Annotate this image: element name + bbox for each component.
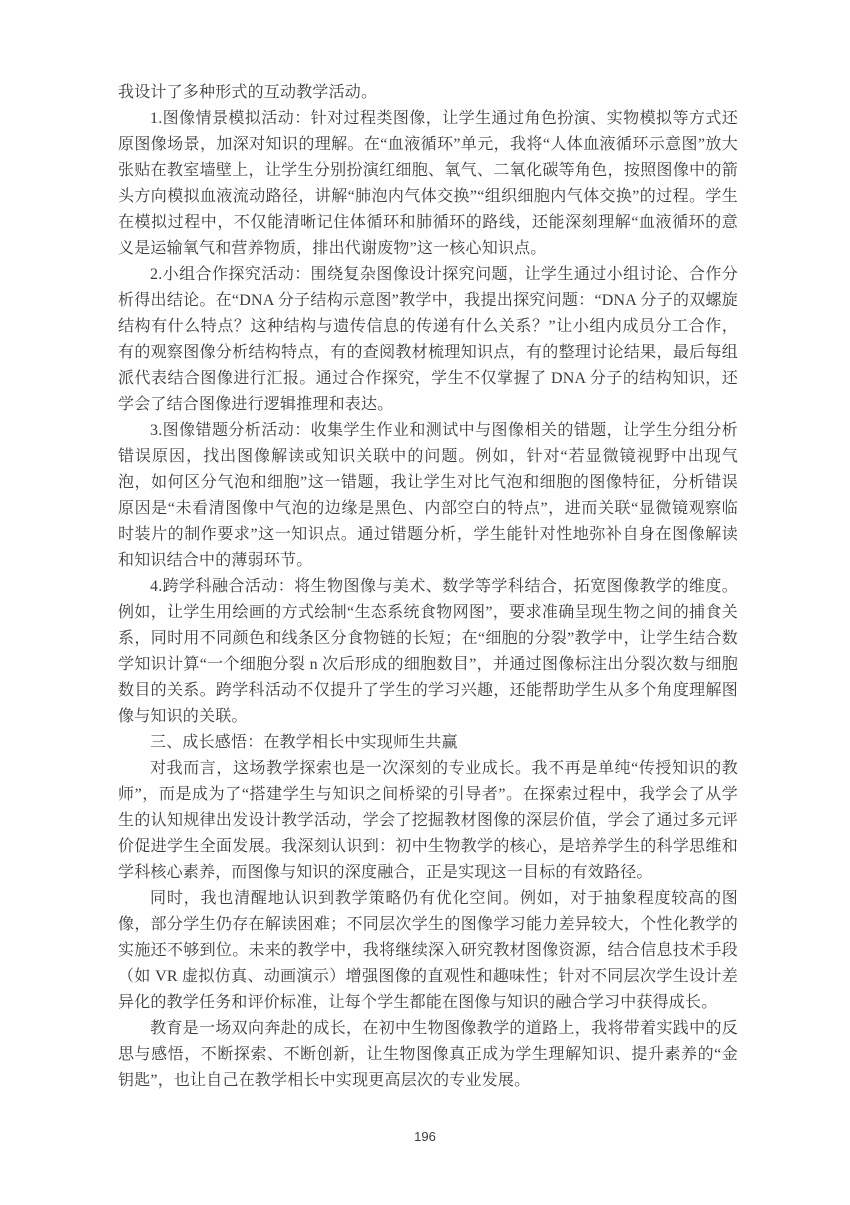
paragraph-activity-3: 3.图像错题分析活动：收集学生作业和测试中与图像相关的错题，让学生分组分析错误原因，找出图像解读或知识关联中的问题。例如，针对“若显微镜视野中出现气泡，如何区分气泡和细胞”这一错题，我让学生对比气泡和细胞的图像特征，分析错误原因是“未看清图像中气泡的边缘是黑色、内部空白的特点”，进而关联“显微镜观察临时装片的制作要求”这一知识点。通过错题分析，学生能针对性地弥补自身在图像解读和知识结合中的薄弱环节。 [118,422,738,569]
paragraph-reflection-1: 对我而言，这场教学探索也是一次深刻的专业成长。我不再是单纯“传授知识的教师”，而是成为了“搭建学生与知识之间桥梁的引导者”。在探索过程中，我学会了从学生的认知规律出发设计教学活动，学会了挖掘教材图像的深层价值，学会了通过多元评价促进学生全面发展。我深刻认识到：初中生物教学的核心，是培养学生的科学思维和学科核心素养，而图像与知识的深度融合，正是实现这一目标的有效路径。 [118,760,738,881]
document-body [118,80,738,1094]
paragraph-activity-2: 2.小组合作探究活动：围绕复杂图像设计探究问题，让学生通过小组讨论、合作分析得出结论。在“DNA 分子结构示意图”教学中，我提出探究问题：“DNA 分子的双螺旋结构有什么特点？这种结构与遗传信息的传递有什么关系？”让小组内成员分工合作，有的观察图像分析结构特点，有的查阅教材梳理知识点，有的整理讨论结果，最后每组派代表结合图像进行汇报。通过合作探究，学生不仅掌握了 DNA 分子的结构知识，还学会了结合图像进行逻辑推理和表达。 [118,266,738,413]
paragraph-activity-1: 1.图像情景模拟活动：针对过程类图像，让学生通过角色扮演、实物模拟等方式还原图像场景，加深对知识的理解。在“血液循环”单元，我将“人体血液循环示意图”放大张贴在教室墙壁上，让学生分别扮演红细胞、氧气、二氧化碳等角色，按照图像中的箭头方向模拟血液流动路径，讲解“肺泡内气体交换”“组织细胞内气体交换”的过程。学生在模拟过程中，不仅能清晰记住体循环和肺循环的路线，还能深刻理解“血液循环的意义是运输氧气和营养物质，排出代谢废物”这一核心知识点。 [118,110,738,257]
paragraph-continuation: 我设计了多种形式的互动教学活动。 [118,84,378,101]
page-number: 196 [414,1129,436,1144]
paragraph-reflection-2: 同时，我也清醒地认识到教学策略仍有优化空间。例如，对于抽象程度较高的图像，部分学生仍存在解读困难；不同层次学生的图像学习能力差异较大，个性化教学的实施还不够到位。未来的教学中，我将继续深入研究教材图像资源，结合信息技术手段（如 VR 虚拟仿真、动画演示）增强图像的直观性和趣味性；针对不同层次学生设计差异化的教学任务和评价标准，让每个学生都能在图像与知识的融合学习中获得成长。 [118,890,738,1011]
section-heading: 三、成长感悟：在教学相长中实现师生共赢 [150,734,458,751]
paragraph-activity-4: 4.跨学科融合活动：将生物图像与美术、数学等学科结合，拓宽图像教学的维度。例如，让学生用绘画的方式绘制“生态系统食物网图”，要求准确呈现生物之间的捕食关系，同时用不同颜色和线条区分食物链的长短；在“细胞的分裂”教学中，让学生结合数学知识计算“一个细胞分裂 n 次后形成的细胞数目”，并通过图像标注出分裂次数与细胞数目的关系。跨学科活动不仅提升了学生的学习兴趣，还能帮助学生从多个角度理解图像与知识的关联。 [118,578,738,725]
paragraph-closing: 教育是一场双向奔赴的成长，在初中生物图像教学的道路上，我将带着实践中的反思与感悟，不断探索、不断创新，让生物图像真正成为学生理解知识、提升素养的“金钥匙”，也让自己在教学相长中实现更高层次的专业发展。 [118,1020,738,1089]
